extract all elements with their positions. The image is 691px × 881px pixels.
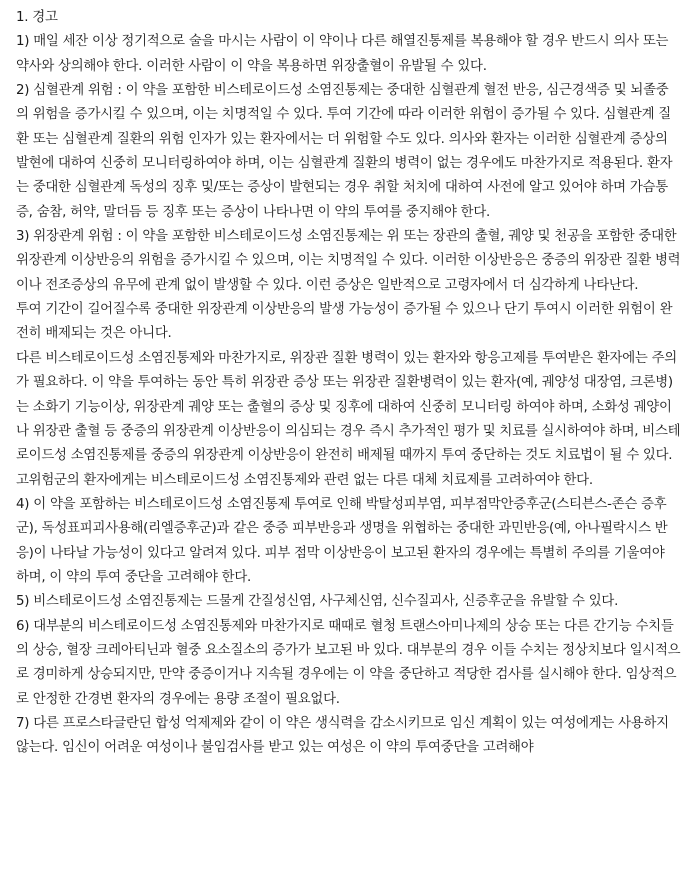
warning-item-4-skin-reactions: 4) 이 약을 포함하는 비스테로이드성 소염진통제 투여로 인해 박탈성피부염, 피부점막안증후군(스티븐스-존슨 증후군), 독성표피괴사용해(리엘증후군)과 같은 중증 피부반응과 생명을 위협하는 중대한 과민반응(예, 아나필락시스 반응)이 나타날 가능성이 있다고 알려져 있다. 피부 점막 이상반응이 보고된 환자의 경우에는 특별히 주의를 기울여야 하며, 이 약의 투여 중단을 고려해야 한다.: [16, 496, 668, 585]
warning-item-3-gastrointestinal: 3) 위장관계 위험 : 이 약을 포함한 비스테로이드성 소염진통제는 위 또는 장관의 출혈, 궤양 및 천공을 포함한 중대한 위장관계 이상반응의 위험을 증가시킬 수 있으며, 이는 치명적일 수 있다. 이러한 이상반응은 중증의 위장관 질환 병력이나 전조증상의 유무에 관계 없이 발생할 수 있다. 이런 증상은 일반적으로 고령자에서 더 심각하게 나타난다.: [16, 229, 681, 293]
warning-item-6-hepatic: 6) 대부분의 비스테로이드성 소염진통제와 마찬가지로 때때로 혈청 트랜스아미나제의 상승 또는 다른 간기능 수치들의 상승, 혈장 크레아티닌과 혈중 요소질소의 증가가 보고된 바 있다. 대부분의 경우 이들 수치는 정상치보다 일시적으로 경미하게 상승되지만, 만약 중증이거나 지속될 경우에는 이 약을 중단하고 적당한 검사를 실시해야 한다. 임상적으로 안정한 간경변 환자의 경우에는 용량 조절이 필요없다.: [16, 618, 681, 707]
gastrointestinal-caution-note: 다른 비스테로이드성 소염진통제와 마찬가지로, 위장관 질환 병력이 있는 환자와 항응고제를 투여받은 환자에는 주의가 필요하다. 이 약을 투여하는 동안 특히 위장관 증상 또는 위장관 질환병력이 있는 환자(예, 궤양성 대장염, 크론병)는 소화기 기능이상, 위장관계 궤양 또는 출혈의 증상 및 징후에 대하여 신중히 모니터링 하여야 하며, 소화성 궤양이나 위장관 출혈 등 중증의 위장관계 이상반응이 의심되는 경우 즉시 추가적인 평가 및 치료를 실시하여야 하며, 비스테로이드성 소염진통제를 중증의 위장관계 이상반응이 완전히 배제될 때까지 투여 중단하는 것도 치료법이 될 수 있다. 고위험군의 환자에게는 비스테로이드성 소염진통제와 관련 없는 다른 대체 치료제를 고려하여야 한다.: [16, 350, 681, 488]
warning-item-1: 1) 매일 세잔 이상 정기적으로 술을 마시는 사람이 이 약이나 다른 해열진통제를 복용해야 할 경우 반드시 의사 또는 약사와 상의해야 한다. 이러한 사람이 이 약을 복용하면 위장출혈이 유발될 수 있다.: [16, 34, 669, 74]
gastrointestinal-duration-note: 투여 기간이 길어질수록 중대한 위장관계 이상반응의 발생 가능성이 증가될 수 있으나 단기 투여시 이러한 위험이 완전히 배제되는 것은 아니다.: [16, 302, 673, 342]
section-title: 1. 경고: [16, 10, 58, 25]
warning-item-5-renal: 5) 비스테로이드성 소염진통제는 드물게 간질성신염, 사구체신염, 신수질괴사, 신증후군을 유발할 수 있다.: [16, 594, 619, 610]
document-body: [16, 6, 681, 761]
warning-item-7-fertility: 7) 다른 프로스타글란딘 합성 억제제와 같이 이 약은 생식력을 감소시키므로 임신 계획이 있는 여성에게는 사용하지 않는다. 임신이 어려운 여성이나 불임검사를 받고 있는 여성은 이 약의 투여중단을 고려해야: [16, 715, 669, 756]
warning-item-2-cardiovascular: 2) 심혈관계 위험 : 이 약을 포함한 비스테로이드성 소염진통제는 중대한 심혈관계 혈전 반응, 심근경색증 및 뇌졸중의 위험을 증가시킬 수 있으며, 이는 치명적일 수 있다. 투여 기간에 따라 이러한 위험이 증가될 수 있다. 심혈관계 질환 또는 심혈관계 질환의 위험 인자가 있는 환자에서는 더 위험할 수도 있다. 의사와 환자는 이러한 심혈관계 증상의 발현에 대하여 신중히 모니터링하여야 하며, 이는 심혈관계 질환의 병력이 없는 경우에도 마찬가지로 적용된다. 환자는 중대한 심혈관계 독성의 징후 및/또는 증상이 발현되는 경우 취할 처치에 대하여 사전에 알고 있어야 하며 가슴통증, 숨참, 허약, 말더듬 등 징후 또는 증상이 나타나면 이 약의 투여를 중지해야 한다.: [16, 83, 673, 220]
